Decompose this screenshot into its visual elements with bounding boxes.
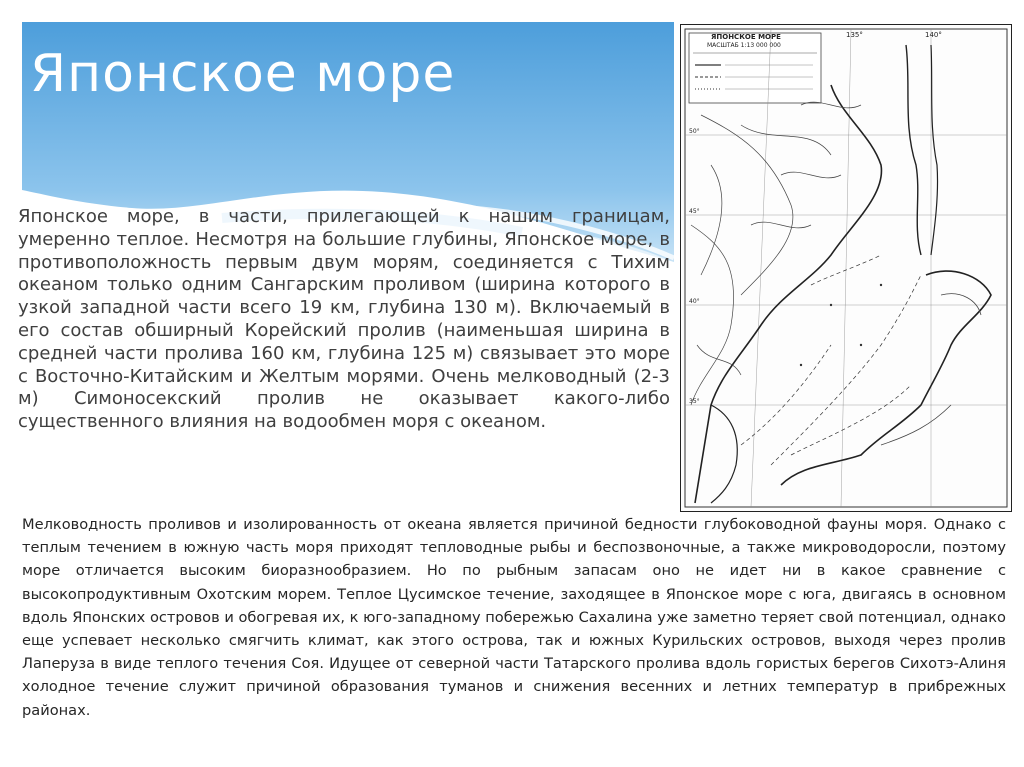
map-latitude-50: 50° bbox=[689, 128, 700, 135]
slide-title: Японское море bbox=[30, 44, 456, 104]
map-longitude-135: 135° bbox=[846, 31, 863, 39]
map-title: ЯПОНСКОЕ МОРЕ bbox=[711, 33, 781, 41]
map-latitude-35: 35° bbox=[689, 398, 700, 405]
map-latitude-45: 45° bbox=[689, 208, 700, 215]
map-drawing bbox=[681, 25, 1011, 511]
map-image bbox=[680, 24, 1012, 512]
map-latitude-40: 40° bbox=[689, 298, 700, 305]
map-longitude-140: 140° bbox=[925, 31, 942, 39]
intro-paragraph: Японское море, в части, прилегающей к нашим границам, умеренно теплое. Несмотря на большие глубины, Японское море, в противоположность первым двум морям, соединяется с Тихим океаном только одним Сангарским проливом (ширина которого в узкой западной части всего 19 км, глубина 130 м). Включаемый в его состав обширный Корейский пролив (наименьшая ширина в средней части пролива 160 км, глубина 125 м) связывает это море с Восточно-Китайским и Желтым морями. Очень мелководный (2-3 м) Симоносекский пролив не оказывает какого-либо существенного влияния на водообмен моря с океаном. bbox=[18, 206, 670, 433]
map-scale: МАСШТАБ 1:13 000 000 bbox=[707, 42, 781, 49]
body-paragraph: Мелководность проливов и изолированность от океана является причиной бедности глубоководной фауны моря. Однако с теплым течением в южную часть моря приходят тепловодные рыбы и беспозвоночные, а также микроводоросли, поэтому море отличается высоким биоразнообразием. Но по рыбным запасам оно не идет ни в какое сравнение с высокопродуктивным Охотским морем. Теплое Цусимское течение, заходящее в Японское море с юга, двигаясь в основном вдоль Японских островов и обогревая их, к юго-западному побережью Сахалина уже заметно теряет свой потенциал, однако еще успевает несколько смягчить климат, как этого острова, так и южных Курильских островов, выходя через пролив Лаперуза в виде теплого течения Соя. Идущее от северной части Татарского пролива вдоль гористых берегов Сихотэ-Алиня холодное течение служит причиной образования туманов и снижения весенних и летних температур в прибрежных районах. bbox=[22, 516, 1006, 719]
